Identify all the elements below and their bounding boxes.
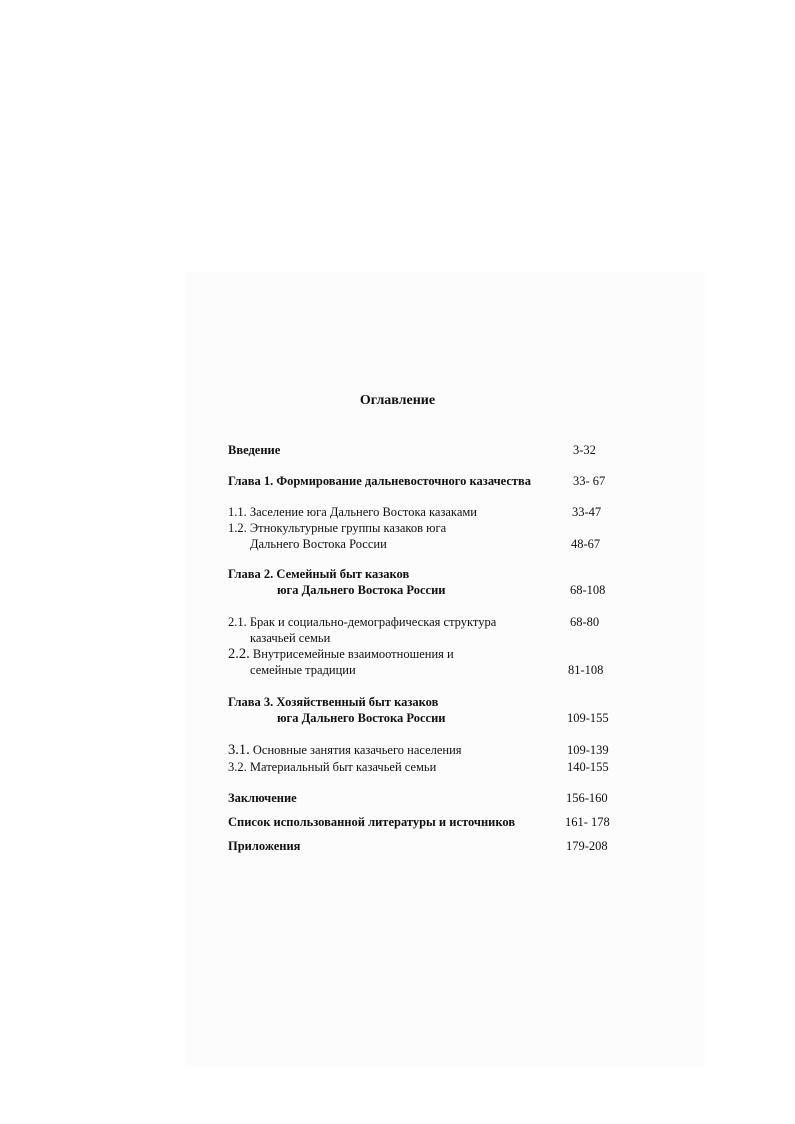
- toc-pages-3-1: 109-139: [567, 743, 609, 757]
- toc-entry-chapter1: Глава 1. Формирование дальневосточного казачества: [228, 474, 532, 488]
- toc-pages-1-2: 48-67: [571, 537, 601, 551]
- toc-pages-chapter2: 68-108: [570, 583, 606, 597]
- toc-entry-1-1: 1.1. Заселение юга Дальнего Востока казаками: [228, 505, 477, 519]
- toc-entry-2-2-number: 2.2.: [228, 646, 250, 662]
- toc-pages-bibliography: 161- 178: [565, 815, 610, 829]
- toc-pages-appendix: 179-208: [566, 839, 608, 853]
- toc-entry-chapter3-cont: юга Дальнего Востока России: [277, 711, 446, 725]
- toc-entry-2-2: [228, 646, 454, 662]
- toc-entry-chapter3: Глава 3. Хозяйственный быт казаков: [228, 695, 439, 709]
- toc-entry-chapter2-cont: юга Дальнего Востока России: [277, 583, 446, 597]
- toc-entry-3-2: 3.2. Материальный быт казачьей семьи: [228, 760, 437, 774]
- toc-entry-2-2-text: Внутрисемейные взаимоотношения и: [249, 647, 454, 661]
- toc-pages-chapter1: 33- 67: [573, 474, 606, 488]
- toc-entry-3-1-text: Основные занятия казачьего населения: [249, 743, 462, 757]
- toc-pages-2-2: 81-108: [568, 663, 604, 677]
- toc-title: Оглавление: [359, 393, 436, 408]
- toc-pages-intro: 3-32: [573, 443, 596, 457]
- toc-entry-1-2: 1.2. Этнокультурные группы казаков юга: [228, 521, 447, 535]
- toc-entry-bibliography: Список использованной литературы и источников: [228, 815, 516, 829]
- toc-entry-3-1-number: 3.1.: [228, 742, 250, 758]
- toc-pages-3-2: 140-155: [567, 760, 609, 774]
- toc-entry-chapter2: Глава 2. Семейный быт казаков: [228, 567, 410, 581]
- toc-pages-chapter3: 109-155: [567, 711, 609, 725]
- toc-entry-1-2-cont: Дальнего Востока России: [250, 537, 387, 551]
- toc-pages-conclusion: 156-160: [566, 791, 608, 805]
- toc-entry-3-1: [228, 742, 462, 758]
- toc-pages-1-1: 33-47: [572, 505, 602, 519]
- toc-entry-2-2-cont: семейные традиции: [250, 663, 356, 677]
- toc-pages-2-1: 68-80: [570, 615, 600, 629]
- toc-entry-conclusion: Заключение: [228, 791, 297, 805]
- toc-entry-2-1-cont: казачьей семьи: [250, 631, 331, 645]
- toc-entry-appendix: Приложения: [228, 839, 301, 853]
- toc-entry-2-1: 2.1. Брак и социально-демографическая структура: [228, 615, 497, 629]
- toc-entry-intro: Введение: [228, 443, 281, 457]
